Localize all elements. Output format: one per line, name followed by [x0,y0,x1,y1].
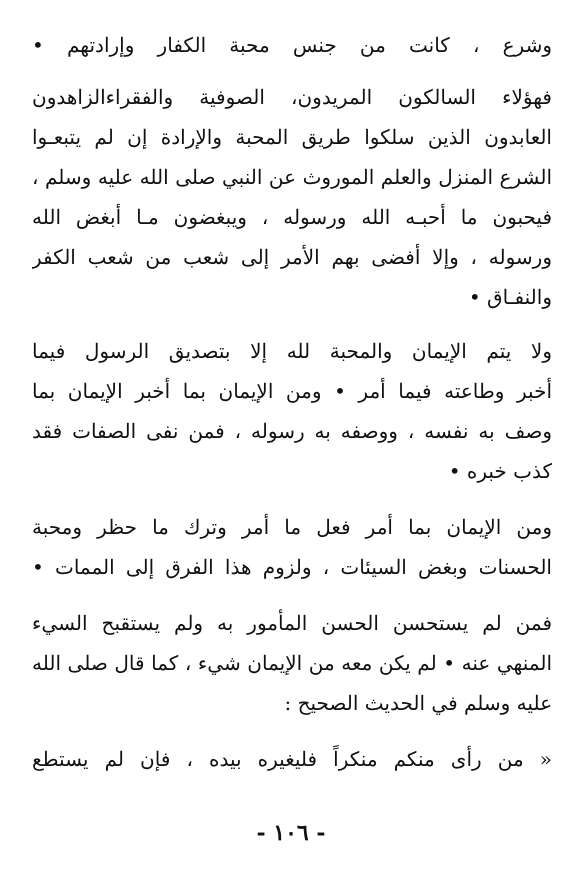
text-line-6: ورسوله ، وإلا أفضى بهم الأمر إلى شعب من شعب الكفر [32,245,552,269]
text-line-13: الحسنات وبغض السيئات ، ولزوم هذا الفرق إلى الممات • [32,555,552,579]
text-line-8: ولا يتم الإيمان والمحبة لله إلا بتصديق الرسول فيما [32,339,552,363]
text-line-2: فهؤلاء السالكون المريدون، الصوفية والفقراءالزاهدون [32,85,552,109]
text-line-1: وشرع ، كانت من جنس محبة الكفار وإرادتهم • [32,33,552,57]
text-line-10: وصف به نفسه ، ووصفه به رسوله ، فمن نفى الصفات فقد [32,419,552,443]
text-line-3: العابدون الذين سلكوا طريق المحبة والإرادة إن لم يتبعـوا [32,125,552,149]
text-line-7: والنفـاق • [468,285,552,309]
text-line-11: كذب خبره • [448,459,552,483]
text-line-14: فمن لم يستحسن الحسن المأمور به ولم يستقبح السيء [32,611,552,635]
text-line-16: عليه وسلم في الحديث الصحيح : [284,691,552,715]
text-line-5: فيحبون ما أحبـه الله ورسوله ، ويبغضون مـا أبغض الله [32,205,552,229]
text-line-4: الشرع المنزل والعلم الموروث عن النبي صلى الله عليه وسلم ، [32,165,552,189]
text-line-17: « من رأى منكم منكراً فليغيره بيده ، فإن لم يستطع [32,747,552,771]
text-line-9: أخبر وطاعته فيما أمر • ومن الإيمان بما أخبر الإيمان بما [32,379,552,403]
text-line-15: المنهي عنه • لم يكن معه من الإيمان شيء ، كما قال صلى الله [32,651,552,675]
text-line-12: ومن الإيمان بما أمر فعل ما أمر وترك ما حظر ومحبة [32,515,552,539]
page-number: - ١٠٦ - [256,820,326,846]
